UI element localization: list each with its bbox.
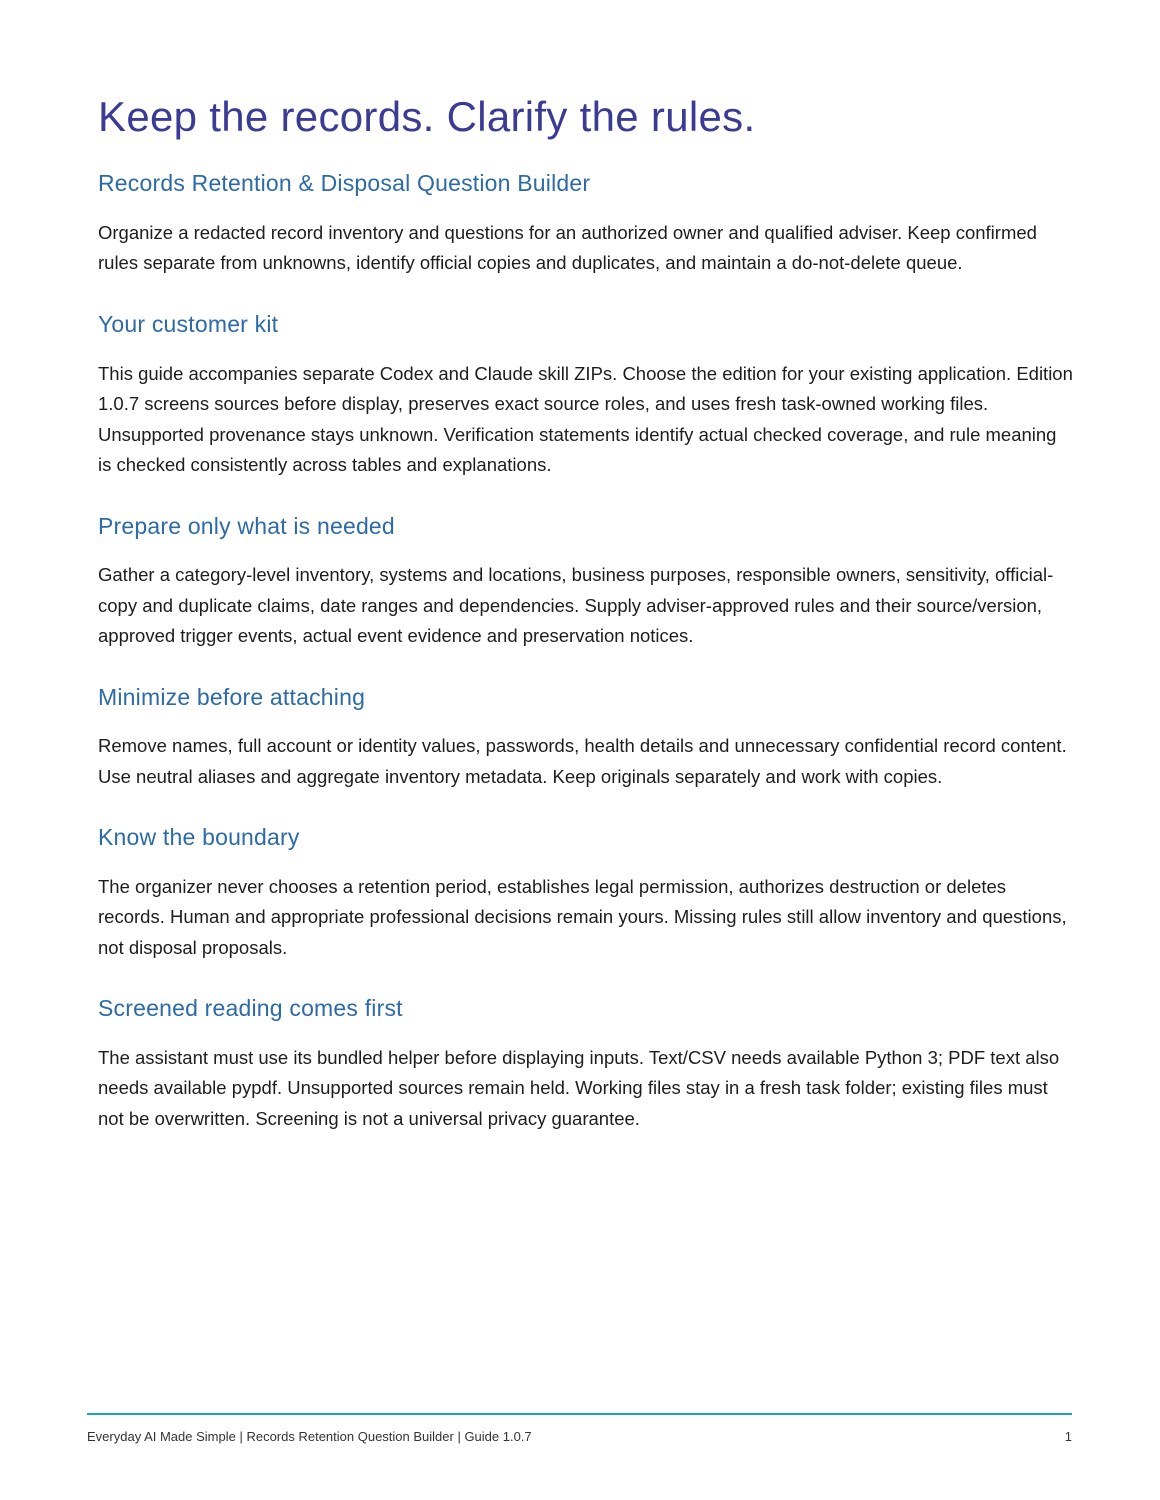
page-number: 1: [1064, 1429, 1072, 1444]
section-body-boundary: The organizer never chooses a retention period, establishes legal permission, authorizes destruction or deletes records. Human and appropriate professional decisions remain yours. Missing rules still allow inventory and questions, not disposal proposals.: [98, 875, 1067, 958]
section-heading-screened-reading: Screened reading comes first: [98, 995, 403, 1022]
section-heading-boundary: Know the boundary: [98, 824, 300, 851]
document-subtitle: Records Retention & Disposal Question Builder: [98, 170, 591, 197]
footer-divider: [87, 1413, 1072, 1415]
section-body-customer-kit: This guide accompanies separate Codex and Claude skill ZIPs. Choose the edition for your existing application. Edition 1.0.7 screens sources before display, preserves exact source roles, and uses fresh task-owned working files. Unsupported provenance stays unknown. Verification statements identify actual checked coverage, and rule meaning is checked consistently across tables and explanations.: [98, 362, 1073, 476]
footer-text: Everyday AI Made Simple | Records Retention Question Builder | Guide 1.0.7: [87, 1429, 532, 1444]
section-body-minimize: Remove names, full account or identity values, passwords, health details and unnecessary confidential record content. Use neutral aliases and aggregate inventory metadata. Keep originals separately and work with copies.: [98, 735, 1067, 787]
section-body-prepare: Gather a category-level inventory, systems and locations, business purposes, responsible owners, sensitivity, official-copy and duplicate claims, date ranges and dependencies. Supply adviser-approved rules and their source/version, approved trigger events, actual event evidence and preservation notices.: [98, 564, 1054, 647]
section-body-screened-reading: The assistant must use its bundled helper before displaying inputs. Text/CSV needs available Python 3; PDF text also needs available pypdf. Unsupported sources remain held. Working files stay in a fresh task folder; existing files must not be overwritten. Screening is not a universal privacy guarantee.: [98, 1046, 1060, 1129]
section-heading-customer-kit: Your customer kit: [98, 310, 279, 337]
page-title: Keep the records. Clarify the rules.: [98, 93, 756, 140]
intro-paragraph: Organize a redacted record inventory and questions for an authorized owner and qualified adviser. Keep confirmed rules separate from unknowns, identify official copies and duplicates, and maintain a do-not-delete queue.: [98, 221, 1037, 274]
document-page: [98, 92, 1073, 1166]
section-heading-minimize: Minimize before attaching: [98, 683, 366, 710]
section-heading-prepare: Prepare only what is needed: [98, 512, 395, 539]
